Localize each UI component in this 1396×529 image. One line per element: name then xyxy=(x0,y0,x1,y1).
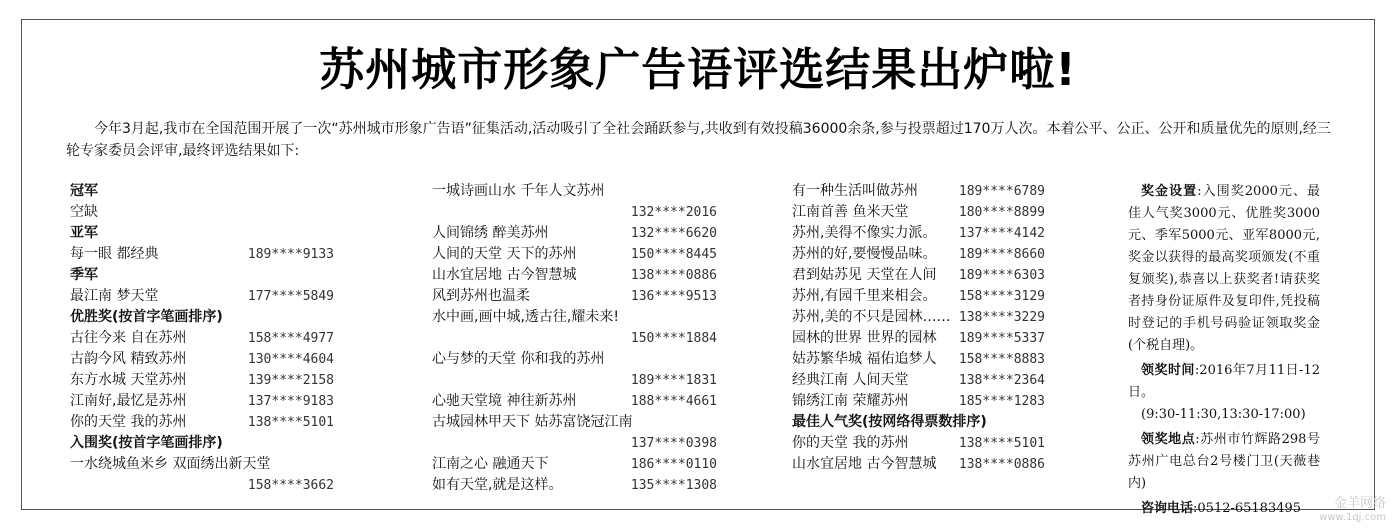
winner-entry xyxy=(792,370,1047,391)
winner-entry xyxy=(70,454,340,475)
watermark-logo xyxy=(1319,497,1386,525)
slogan-text: 有一种生活叫做苏州 xyxy=(792,183,918,199)
category-label: 冠军 xyxy=(70,183,98,199)
winner-entry xyxy=(70,391,340,412)
phone-number: 138****3229 xyxy=(958,310,1045,325)
slogan-text: 山水宜居地 古今智慧城 xyxy=(792,456,937,472)
phone-number: 180****8899 xyxy=(958,205,1045,220)
phone-number: 136****9513 xyxy=(630,289,717,304)
phone-number: 130****4604 xyxy=(247,352,334,367)
winner-entry xyxy=(70,244,340,265)
slogan-text: 苏州,美得不像实力派。 xyxy=(792,225,937,241)
winner-entry xyxy=(432,349,717,370)
winner-entry xyxy=(432,475,717,496)
phone-number: 186****0110 xyxy=(630,457,717,472)
phone-number: 189****5337 xyxy=(958,331,1045,346)
slogan-text: 古城园林甲天下 姑苏富饶冠江南 xyxy=(432,414,633,430)
winner-entry xyxy=(432,328,717,349)
slogan-text: 锦绣江南 荣耀苏州 xyxy=(792,393,909,409)
slogan-text: 心与梦的天堂 你和我的苏州 xyxy=(432,351,605,367)
winner-entry xyxy=(432,370,717,391)
phone-number: 189****9133 xyxy=(247,247,334,262)
winner-entry xyxy=(432,286,717,307)
slogan-text: 苏州,美的不只是园林…… xyxy=(792,309,951,325)
winner-entry xyxy=(792,349,1047,370)
slogan-text: 空缺 xyxy=(70,204,98,220)
winner-entry xyxy=(792,223,1047,244)
phone-number: 138****0886 xyxy=(958,457,1045,472)
phone-number: 137****9183 xyxy=(247,394,334,409)
winner-entry xyxy=(70,202,340,223)
winners-column-2 xyxy=(432,181,717,496)
time-label: 领奖时间 xyxy=(1141,363,1195,378)
slogan-text: 一水绕城鱼米乡 双面绣出新天堂 xyxy=(70,456,271,472)
slogan-text: 人间锦绣 醉美苏州 xyxy=(432,225,549,241)
phone-number: 189****8660 xyxy=(958,247,1045,262)
phone-number: 139****2158 xyxy=(247,373,334,388)
phone-number: 132****6620 xyxy=(630,226,717,241)
intro-paragraph: 今年3月起,我市在全国范围开展了一次“苏州城市形象广告语”征集活动,活动吸引了全社会踊跃参与,共收到有效投稿36000余条,参与投票超过170万人次。本着公平、公正、公开和质量优先的原则,经三轮专家委员会评审,最终评选结果如下: xyxy=(66,121,1331,159)
slogan-text: 江南好,最忆是苏州 xyxy=(70,393,187,409)
winner-entry xyxy=(70,349,340,370)
winner-entry xyxy=(70,328,340,349)
slogan-text: 心驰天堂境 神往新苏州 xyxy=(432,393,577,409)
phone-number: 189****6789 xyxy=(958,184,1045,199)
slogan-text: 山水宜居地 古今智慧城 xyxy=(432,267,577,283)
winner-entry xyxy=(792,391,1047,412)
winner-entry xyxy=(432,223,717,244)
phone-number: 132****2016 xyxy=(630,205,717,220)
winner-entry xyxy=(432,433,717,454)
headline: 苏州城市形象广告语评选结果出炉啦! xyxy=(319,43,1077,96)
winner-entry xyxy=(432,181,717,202)
phone-number: 138****0886 xyxy=(630,268,717,283)
slogan-text: 君到姑苏见 天堂在人间 xyxy=(792,267,937,283)
winner-entry xyxy=(70,286,340,307)
winner-entry xyxy=(432,202,717,223)
watermark-site: www.1qj.com xyxy=(1319,512,1386,523)
winner-entry xyxy=(432,454,717,475)
winner-entry xyxy=(792,181,1047,202)
winner-entry xyxy=(70,475,340,496)
time-text: :2016年7月11日-12日。 xyxy=(1128,363,1320,400)
slogan-text: 水中画,画中城,透古往,耀未来! xyxy=(432,309,619,325)
phone-number: 177****5849 xyxy=(247,289,334,304)
slogan-text: 你的天堂 我的苏州 xyxy=(70,414,187,430)
phone-label: 咨询电话 xyxy=(1141,501,1194,516)
winner-entry xyxy=(70,412,340,433)
slogan-text: 苏州,有园千里来相会。 xyxy=(792,288,937,304)
slogan-text: 园林的世界 世界的园林 xyxy=(792,330,937,346)
slogan-text: 如有天堂,就是这样。 xyxy=(432,477,563,493)
category-label: 优胜奖(按首字笔画排序) xyxy=(70,309,223,325)
slogan-text: 人间的天堂 天下的苏州 xyxy=(432,246,577,262)
winner-entry xyxy=(792,244,1047,265)
phone-number: 188****4661 xyxy=(630,394,717,409)
slogan-text: 苏州的好,要慢慢品味。 xyxy=(792,246,937,262)
phone-number: 158****3662 xyxy=(247,478,334,493)
phone-number: 158****4977 xyxy=(247,331,334,346)
winner-entry xyxy=(792,433,1047,454)
award-category-heading xyxy=(792,412,1047,433)
category-label: 最佳人气奖(按网络得票数排序) xyxy=(792,414,987,430)
slogan-text: 东方水城 天堂苏州 xyxy=(70,372,187,388)
slogan-text: 一城诗画山水 千年人文苏州 xyxy=(432,183,605,199)
phone-number: 158****3129 xyxy=(958,289,1045,304)
award-category-heading xyxy=(70,265,340,286)
phone-number: 138****5101 xyxy=(247,415,334,430)
time-hours: (9:30-11:30,13:30-17:00) xyxy=(1141,407,1306,422)
phone-number: 189****6303 xyxy=(958,268,1045,283)
winner-entry xyxy=(792,307,1047,328)
winner-entry xyxy=(792,265,1047,286)
place-text: :苏州市竹辉路298号苏州广电总台2号楼门卫(天薇巷内) xyxy=(1128,432,1320,491)
category-label: 亚军 xyxy=(70,225,98,241)
slogan-text: 经典江南 人间天堂 xyxy=(792,372,909,388)
phone-number: 185****1283 xyxy=(958,394,1045,409)
phone-number: 137****0398 xyxy=(630,436,717,451)
award-category-heading xyxy=(70,307,340,328)
slogan-text: 风到苏州也温柔 xyxy=(432,288,530,304)
phone-text: :0512-65183495 xyxy=(1193,501,1302,516)
phone-number: 158****8883 xyxy=(958,352,1045,367)
winner-entry xyxy=(792,328,1047,349)
phone-number: 150****1884 xyxy=(630,331,717,346)
phone-number: 137****4142 xyxy=(958,226,1045,241)
winner-entry xyxy=(432,307,717,328)
slogan-text: 每一眼 都经典 xyxy=(70,246,159,262)
winner-entry xyxy=(70,370,340,391)
phone-number: 138****5101 xyxy=(958,436,1045,451)
winner-entry xyxy=(432,391,717,412)
award-category-heading xyxy=(70,433,340,454)
slogan-text: 古往今来 自在苏州 xyxy=(70,330,187,346)
phone-number: 135****1308 xyxy=(630,478,717,493)
winners-column-1 xyxy=(70,181,340,496)
slogan-text: 最江南 梦天堂 xyxy=(70,288,159,304)
slogan-text: 江南之心 融通天下 xyxy=(432,456,549,472)
winner-entry xyxy=(432,265,717,286)
slogan-text: 古韵今风 精致苏州 xyxy=(70,351,187,367)
category-label: 季军 xyxy=(70,267,98,283)
winner-entry xyxy=(792,454,1047,475)
phone-number: 189****1831 xyxy=(630,373,717,388)
winner-entry xyxy=(792,202,1047,223)
prize-label: 奖金设置 xyxy=(1141,184,1198,199)
winners-column-3 xyxy=(792,181,1047,475)
place-label: 领奖地点 xyxy=(1141,432,1196,447)
slogan-text: 江南首善 鱼米天堂 xyxy=(792,204,909,220)
award-category-heading xyxy=(70,181,340,202)
winner-entry xyxy=(432,412,717,433)
prize-text: :入围奖2000元、最佳人气奖3000元、优胜奖3000元、季军5000元、亚军8000元,奖金以获得的最高奖项颁发(不重复颁奖),恭喜以上获奖者!请获奖者持身份证原件及复印件,凭投稿时登记的手机号码验证领取奖金(个税自理)。 xyxy=(1128,184,1320,353)
slogan-text: 你的天堂 我的苏州 xyxy=(792,435,909,451)
prize-rules xyxy=(1128,181,1320,520)
phone-number: 150****8445 xyxy=(630,247,717,262)
slogan-text: 姑苏繁华城 福佑追梦人 xyxy=(792,351,937,367)
winner-entry xyxy=(792,286,1047,307)
award-category-heading xyxy=(70,223,340,244)
category-label: 入围奖(按首字笔画排序) xyxy=(70,435,223,451)
watermark-name: 金羊网络 xyxy=(1333,496,1386,511)
winner-entry xyxy=(432,244,717,265)
phone-number: 138****2364 xyxy=(958,373,1045,388)
